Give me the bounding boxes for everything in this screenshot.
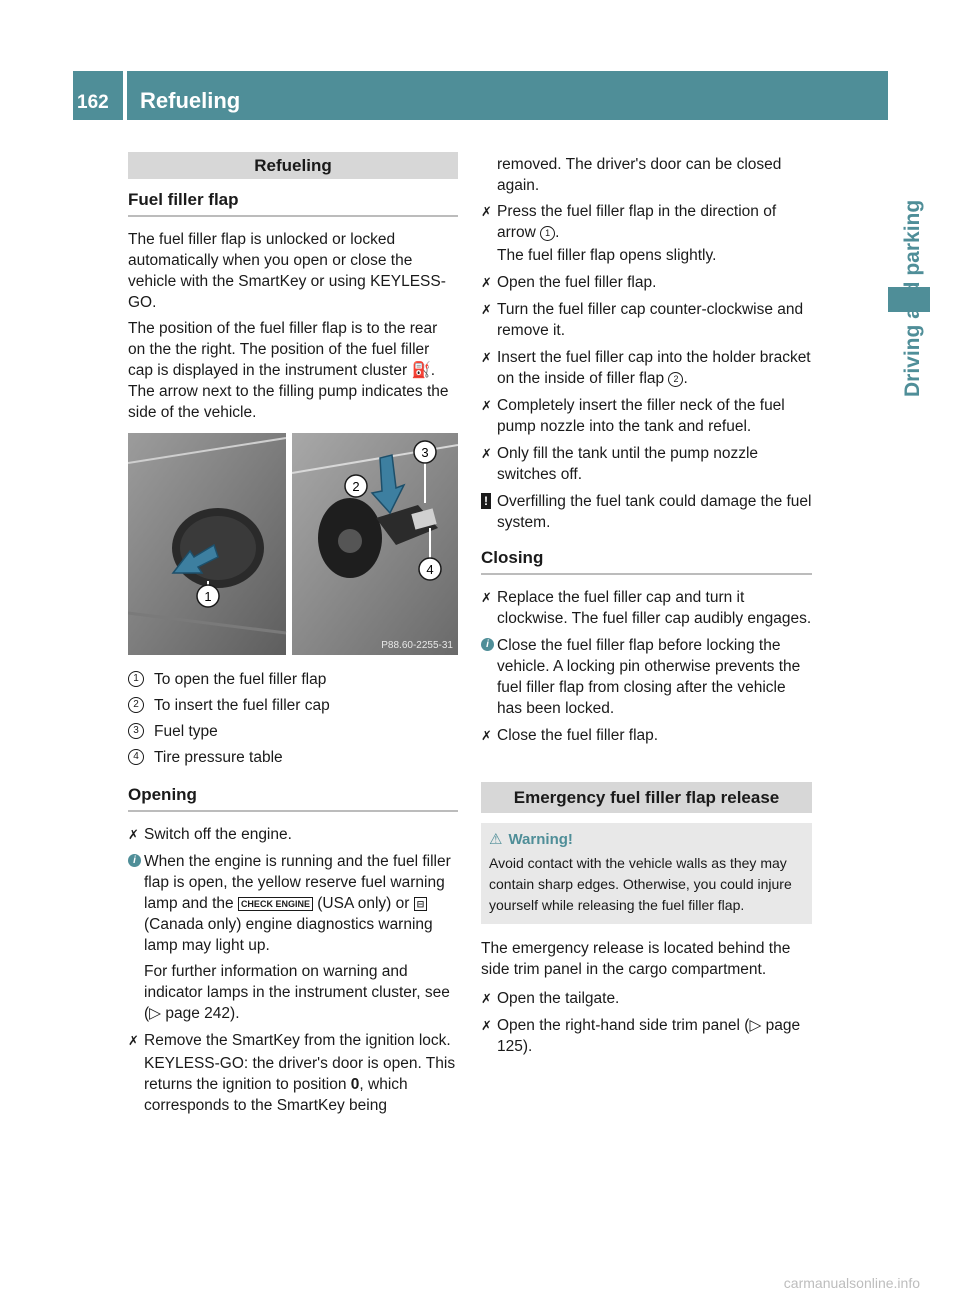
exclamation-icon: ! [481,493,491,509]
step-close-flap: ✗ Close the fuel filler flap. [481,725,812,746]
engine-diagnostics-icon: ⊟ [414,897,428,911]
info-note-closing: i Close the fuel filler flap before locking the vehicle. A locking pin otherwise prevents the fuel filler flap from closing after the vehicle has been locked. [481,635,812,719]
step-refuel: ✗ Completely insert the filler neck of the fuel pump nozzle into the tank and refuel. [481,395,812,437]
svg-text:1: 1 [204,589,212,604]
warning-title: ⚠ Warning! [489,831,573,848]
step-open-flap: ✗ Open the fuel filler flap. [481,272,812,293]
emergency-paragraph: The emergency release is located behind the side trim panel in the cargo compartment. [481,940,791,978]
legend-item: 4 Tire pressure table [128,747,458,768]
keyless-go-note: KEYLESS-GO: the driver's door is open. This returns the ignition to position 0, which corresponds to the SmartKey being [144,1055,456,1114]
check-engine-icon: CHECK ENGINE [238,897,313,911]
info-icon: i [481,638,494,651]
fuel-flap-photo [128,433,458,655]
closing-heading: Closing [481,547,812,575]
emergency-heading: Emergency fuel filler flap release [481,782,812,813]
info-icon: i [128,854,141,867]
fuel-flap-photo-svg [128,433,458,655]
warning-text: Avoid contact with the vehicle walls as they may contain sharp edges. Otherwise, you could injure yourself while releasing the fuel filler flap. [489,855,792,913]
step-open-trim-panel: ✗ Open the right-hand side trim panel (▷ page 125). [481,1015,812,1057]
side-tab-marker [888,287,930,312]
section-title: Refueling [128,152,458,179]
legend-item: 1 To open the fuel filler flap [128,669,458,690]
header-separator [123,71,127,120]
step-press-flap: ✗ Press the fuel filler flap in the direction of arrow 1 . The fuel filler flap opens slightly. [481,201,812,266]
step-open-tailgate: ✗ Open the tailgate. [481,988,812,1009]
svg-text:3: 3 [421,445,429,460]
header-title: Refueling [140,88,241,113]
opening-heading: Opening [128,784,458,812]
info-note-engine: i When the engine is running and the fuel filler flap is open, the yellow reserve fuel warning lamp and the CHECK ENGINE (USA only) or ⊟ (Canada only) engine diagnostics warning lamp may light up. For further information on warning and indicator lamps in the instrument cluster, see (▷ page 242). [128,851,458,1024]
step-remove-key: ✗ Remove the SmartKey from the ignition lock. KEYLESS-GO: the driver's door is open. This returns the ignition to position 0, which corresponds to the SmartKey being [128,1030,458,1116]
right-column [481,154,812,1063]
legend-item: 3 Fuel type [128,721,458,742]
filler-flap-heading: Fuel filler flap [128,189,458,217]
step-replace-cap: ✗ Replace the fuel filler cap and turn it clockwise. The fuel filler cap audibly engages. [481,587,812,629]
step-insert-cap: ✗ Insert the fuel filler cap into the holder bracket on the inside of filler flap 2 . [481,347,812,389]
warning-triangle-icon: ⚠ [489,831,503,848]
side-tab-label [901,227,925,397]
step-fill: ✗ Only fill the tank until the pump nozzle switches off. [481,443,812,485]
svg-text:2: 2 [352,479,360,494]
step-turn-cap: ✗ Turn the fuel filler cap counter-clockwise and remove it. [481,299,812,341]
svg-text:4: 4 [426,562,434,577]
legend-item: 2 To insert the fuel filler cap [128,695,458,716]
warning-box [481,823,812,924]
footer-watermark: carmanualsonline.info [783,1275,920,1291]
info-note-more: For further information on warning and indicator lamps in the instrument cluster, see (▷ page 242). [144,963,450,1022]
continued-text: removed. The driver's door can be closed again. [497,156,782,194]
caution-note: ! Overfilling the fuel tank could damage the fuel system. [481,491,812,533]
step-switch-off: ✗ Switch off the engine. [128,824,458,845]
intro-paragraph: The fuel filler flap is unlocked or locked automatically when you open or close the vehicle with the SmartKey or using KEYLESS-GO. [128,231,446,311]
page-number: 162 [77,92,109,113]
photo-code: P88.60-2255-31 [381,640,453,651]
left-column [128,152,458,1122]
position-paragraph: The position of the fuel filler flap is to the rear on the the right. The position of the fuel filler cap is displayed in the instrument cluster ⛽. The arrow next to the filling pump indicates the side of the vehicle. [128,320,449,421]
